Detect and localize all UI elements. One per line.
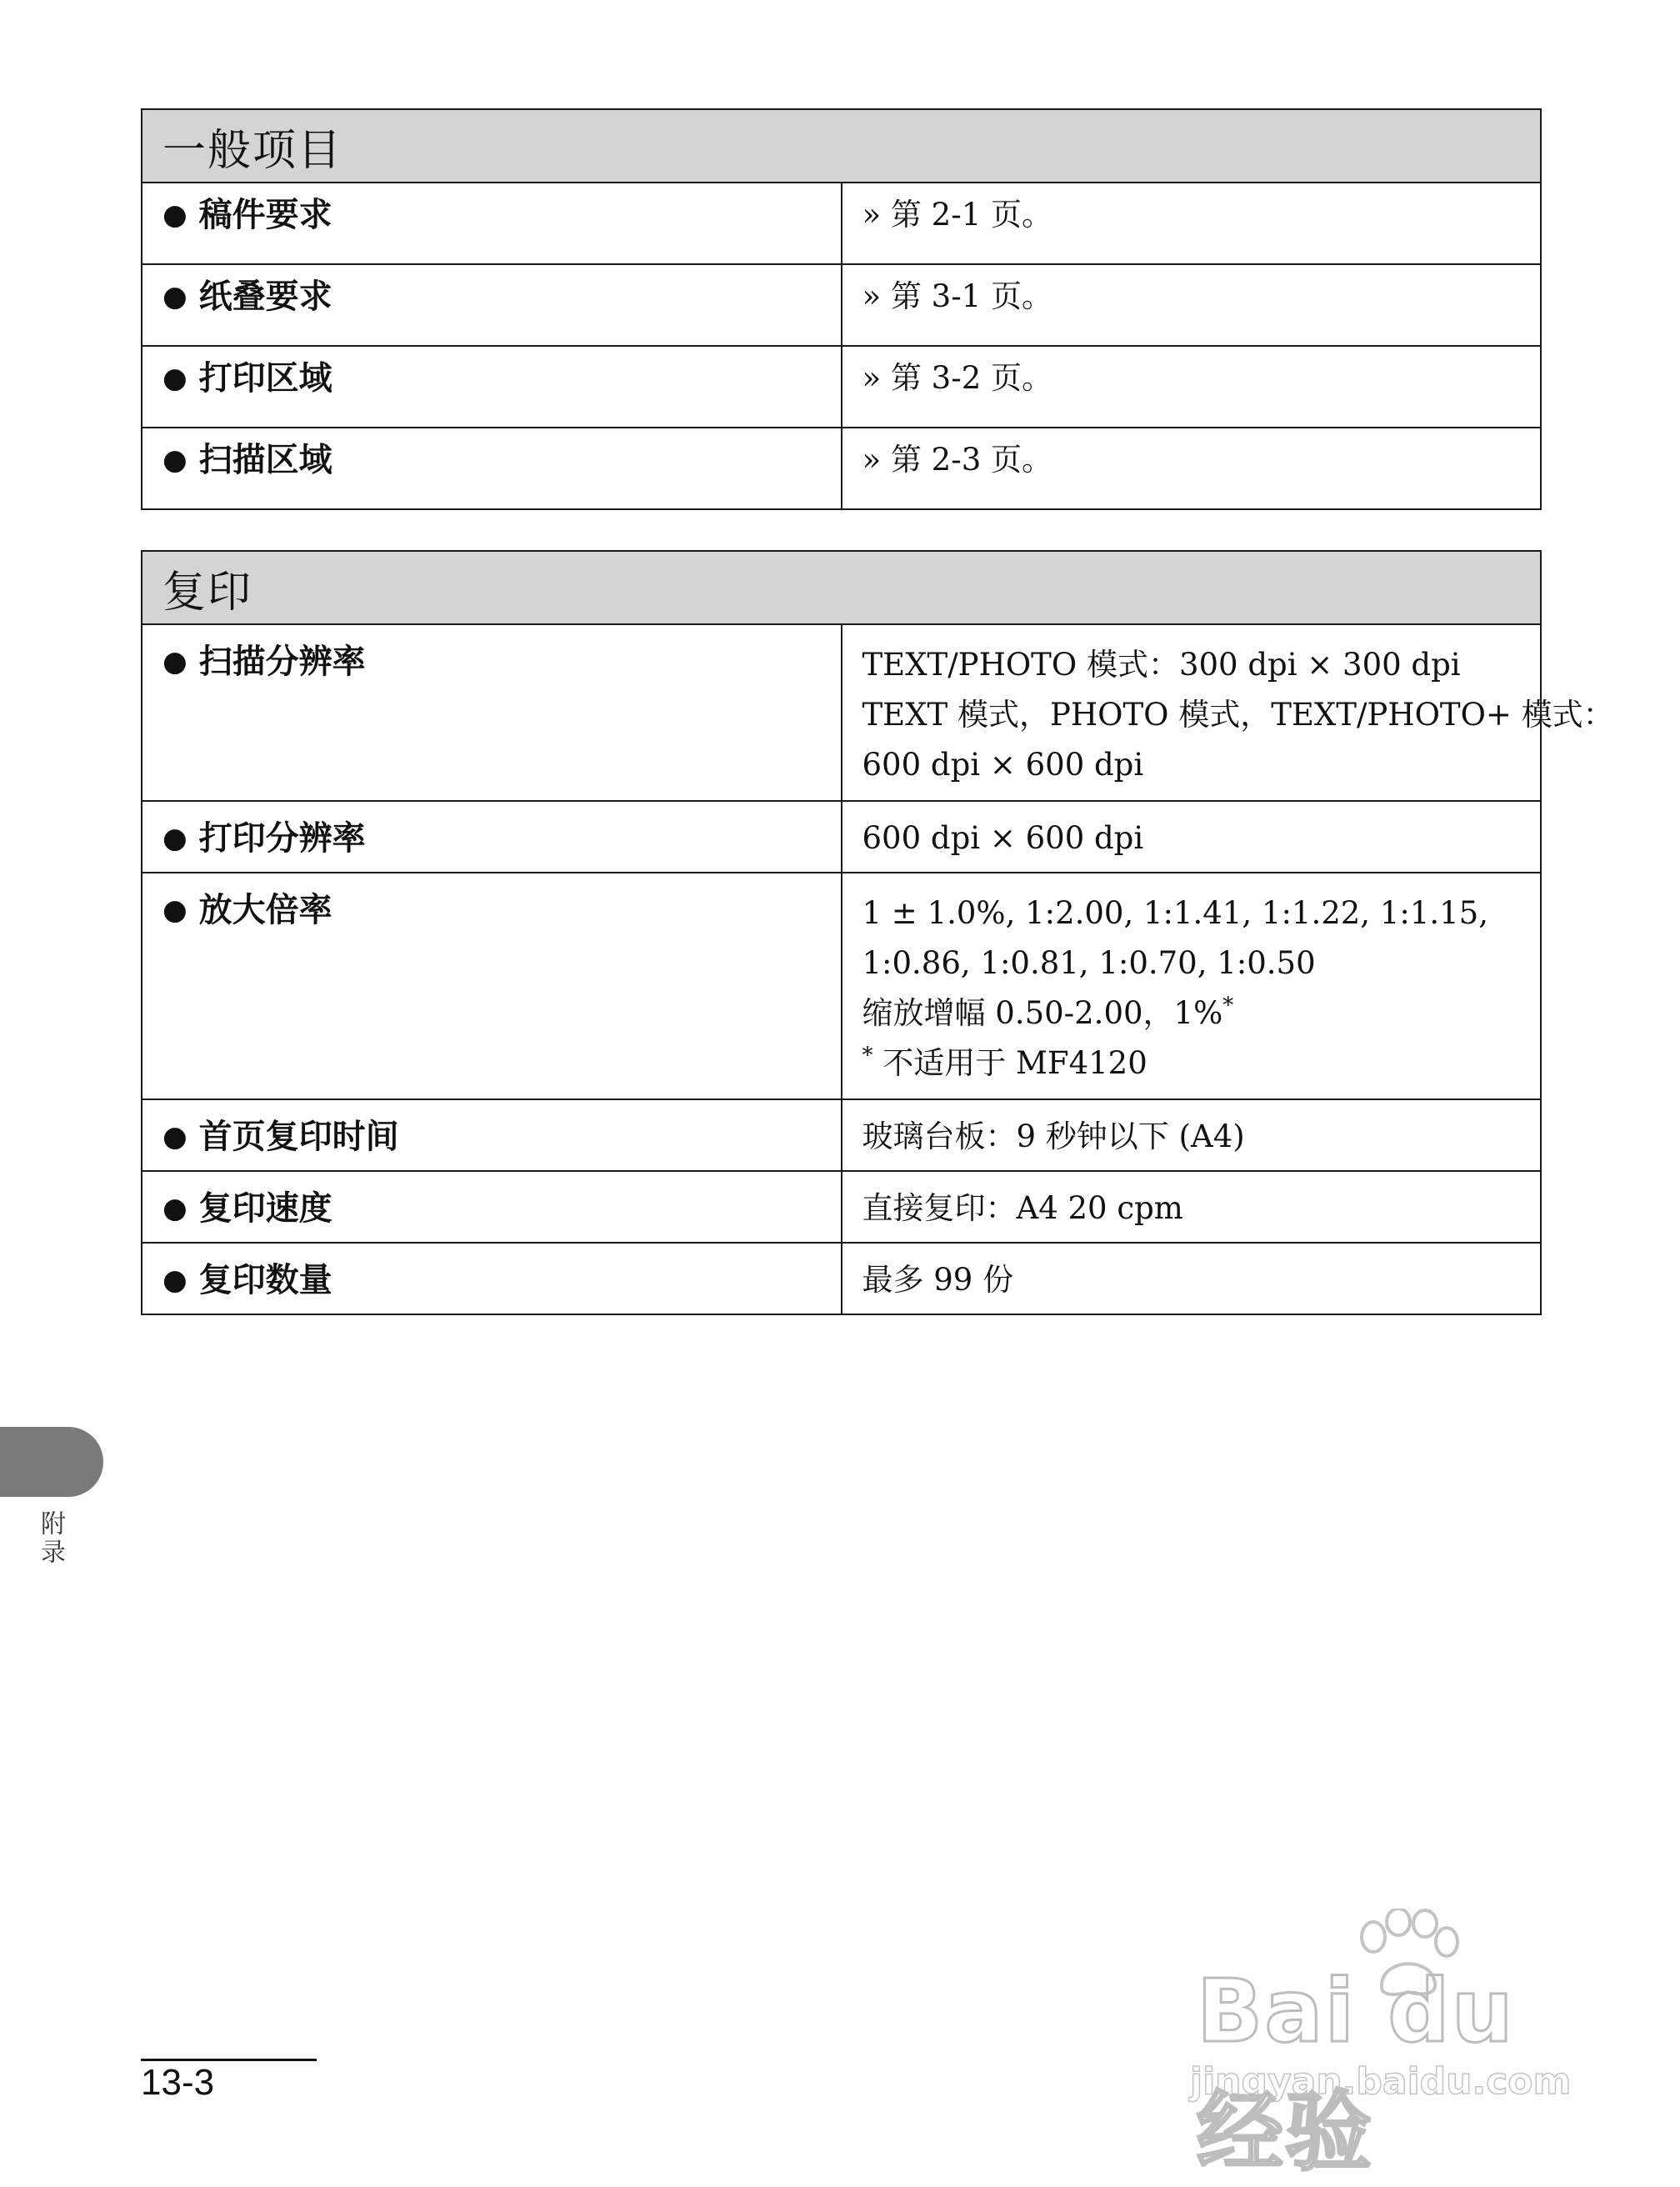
spec-label-cell	[142, 624, 842, 801]
bullet-icon: ●	[162, 893, 188, 927]
spec-label: 复印数量	[198, 1261, 332, 1299]
spec-label: 首页复印时间	[198, 1118, 399, 1156]
bullet-icon: ●	[162, 645, 188, 678]
spec-label-cell	[142, 1243, 842, 1314]
zoom-increment-text: 缩放增幅 0.50-2.00，1%	[862, 995, 1223, 1031]
spec-value-line: 玻璃台板：9 秒钟以下 (A4)	[862, 1119, 1245, 1154]
table-header-row	[142, 551, 1541, 624]
spec-value-line: TEXT 模式，PHOTO 模式，TEXT/PHOTO+ 模式：	[862, 697, 1614, 733]
bullet-icon: ●	[162, 362, 188, 395]
spec-label: 稿件要求	[198, 196, 332, 234]
bullet-icon: ●	[162, 822, 188, 855]
spec-value-cell	[842, 428, 1542, 509]
page-reference: » 第 2-1 页。	[862, 197, 1053, 233]
spec-value-cell	[842, 264, 1542, 346]
table-row	[142, 346, 1541, 428]
spec-label-cell	[142, 428, 842, 509]
chapter-side-label: 附录	[36, 1510, 65, 1567]
page-reference: » 第 3-1 页。	[862, 278, 1053, 314]
spec-label-cell	[142, 801, 842, 873]
spec-value-cell	[842, 1171, 1542, 1243]
page-number: 13-3	[141, 2062, 215, 2103]
footnote-marker: *	[1222, 993, 1234, 1018]
spec-value-cell	[842, 346, 1542, 428]
spec-label-cell	[142, 346, 842, 428]
bullet-icon: ●	[162, 1120, 188, 1154]
spec-label: 打印区域	[198, 359, 332, 398]
table-row	[142, 1243, 1541, 1314]
bullet-icon: ●	[162, 1192, 188, 1225]
spec-label-cell	[142, 1171, 842, 1243]
bullet-icon: ●	[162, 1264, 188, 1297]
spec-label-cell	[142, 183, 842, 264]
footer-rule	[141, 2059, 317, 2061]
general-spec-table	[141, 108, 1542, 510]
spec-label: 扫描区域	[198, 441, 332, 479]
footnote-line	[862, 1038, 1522, 1088]
spec-label-cell	[142, 1099, 842, 1171]
spec-label-cell	[142, 264, 842, 346]
spec-value-cell	[842, 1099, 1542, 1171]
table-row	[142, 801, 1541, 873]
spec-label: 纸叠要求	[198, 278, 332, 316]
spec-value-cell	[842, 873, 1542, 1099]
spec-value-cell	[842, 1243, 1542, 1314]
spec-value-cell	[842, 801, 1542, 873]
spec-value-line: 600 dpi × 600 dpi	[862, 747, 1144, 783]
table-header-row	[142, 109, 1541, 183]
footnote-text: 不适用于 MF4120	[882, 1045, 1148, 1081]
chapter-side-tab	[0, 1427, 103, 1497]
table-row	[142, 183, 1541, 264]
spec-label: 扫描分辨率	[198, 643, 366, 681]
spec-value-cell	[842, 624, 1614, 801]
spec-value-line: 1 ± 1.0%, 1:2.00, 1:1.41, 1:1.22, 1:1.15,	[862, 895, 1488, 931]
spec-label: 复印速度	[198, 1189, 332, 1228]
page-reference: » 第 3-2 页。	[862, 360, 1053, 396]
section-title-copy: 复印	[142, 551, 1541, 624]
watermark-brand: Bai du 经验	[1197, 1960, 1515, 2183]
table-row	[142, 873, 1541, 1099]
table-row	[142, 428, 1541, 509]
bullet-icon: ●	[162, 443, 188, 477]
table-row	[142, 1099, 1541, 1171]
spec-label: 放大倍率	[198, 891, 332, 929]
bullet-icon: ●	[162, 280, 188, 313]
footnote-marker: *	[862, 1043, 873, 1068]
table-row	[142, 1171, 1541, 1243]
copy-spec-table	[141, 550, 1614, 1315]
spec-label-cell	[142, 873, 842, 1099]
spec-value-line: 最多 99 份	[862, 1262, 1014, 1298]
spec-value-cell	[842, 183, 1542, 264]
watermark-url: jingyan.baidu.com	[1190, 2060, 1572, 2103]
spec-value-line: 直接复印：A4 20 cpm	[862, 1190, 1183, 1226]
page-reference: » 第 2-3 页。	[862, 442, 1053, 478]
spec-value-line: 600 dpi × 600 dpi	[862, 820, 1144, 856]
table-row	[142, 624, 1541, 801]
bullet-icon: ●	[162, 198, 188, 232]
spec-value-line: 1:0.86, 1:0.81, 1:0.70, 1:0.50	[862, 945, 1316, 981]
baidu-jingyan-watermark	[1190, 1909, 1582, 2183]
spec-value-line	[862, 988, 1522, 1038]
table-row	[142, 264, 1541, 346]
spec-label: 打印分辨率	[198, 819, 366, 858]
spec-value-line: TEXT/PHOTO 模式：300 dpi × 300 dpi	[862, 647, 1461, 683]
section-title-general: 一般项目	[142, 109, 1541, 183]
